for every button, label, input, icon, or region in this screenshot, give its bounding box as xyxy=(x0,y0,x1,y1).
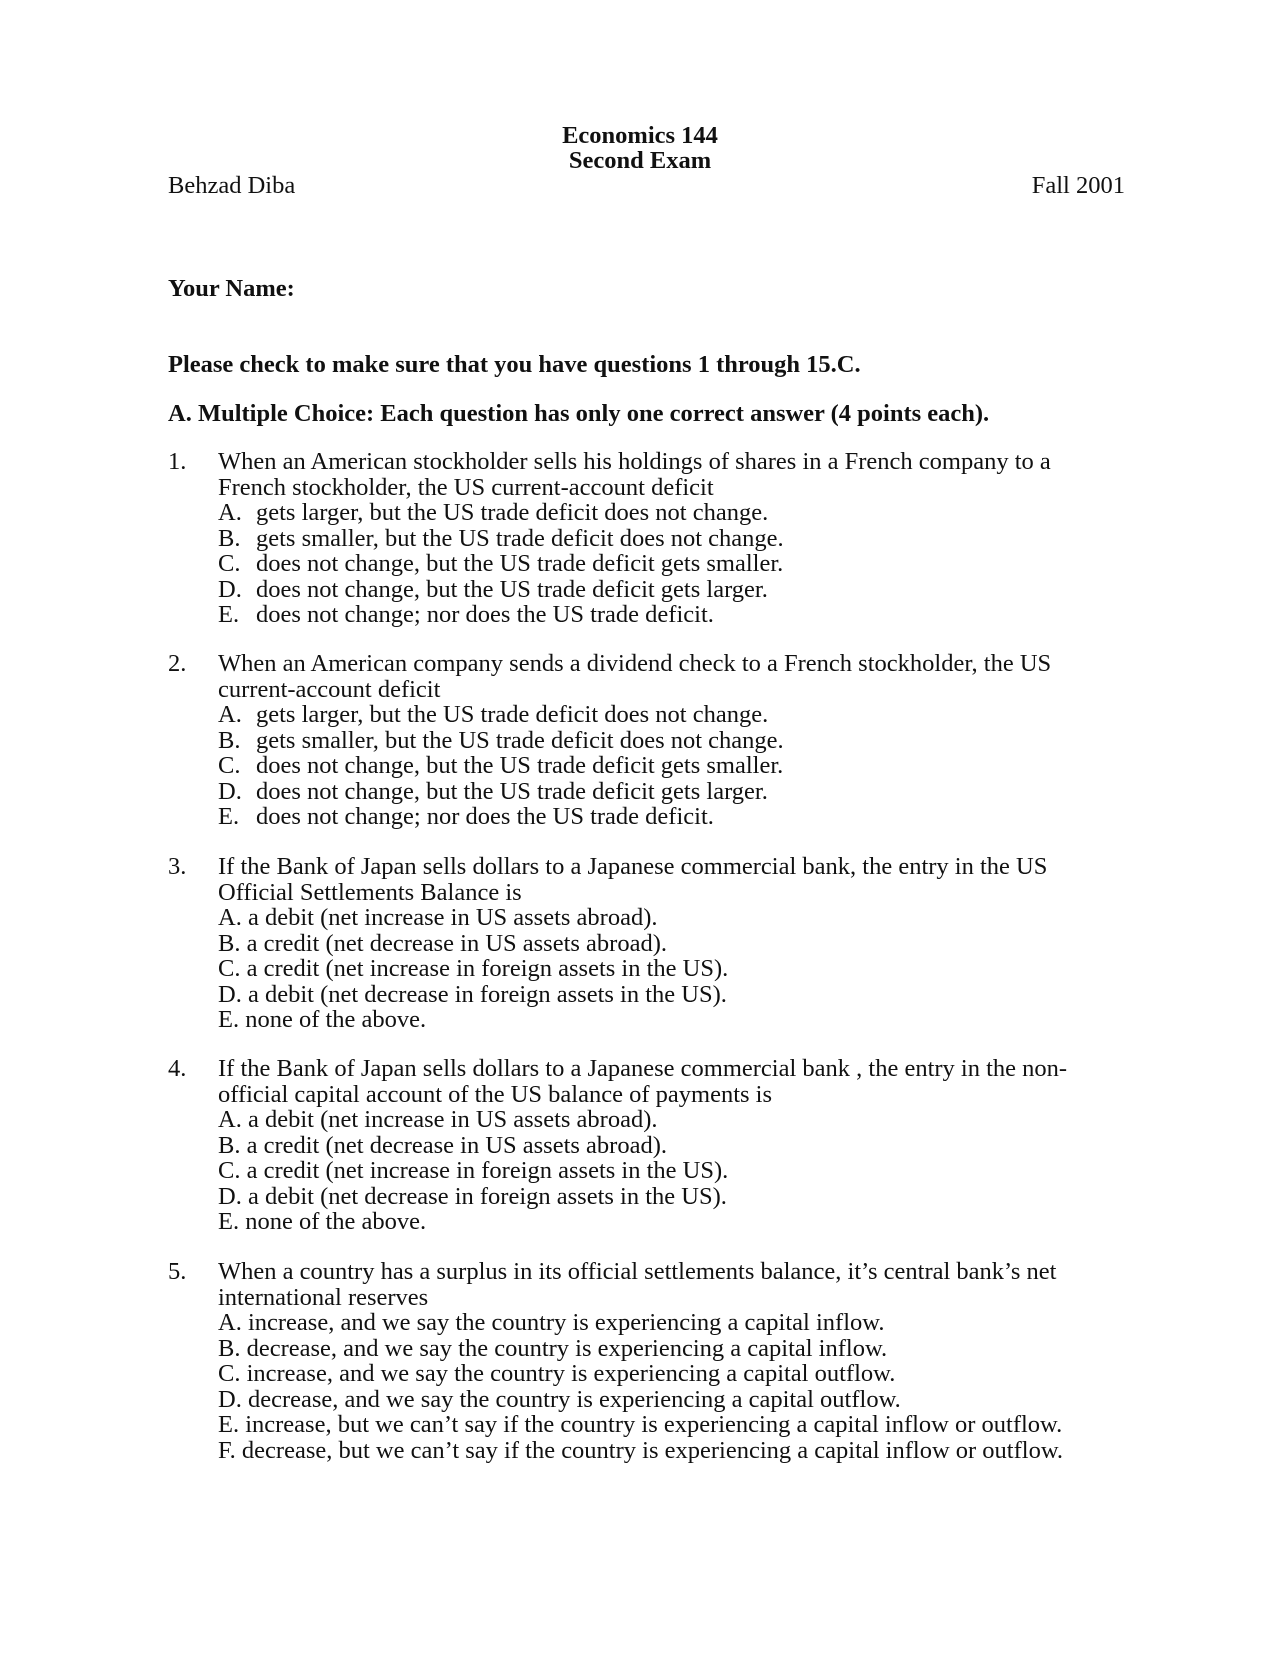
choice-letter: E. xyxy=(218,1208,240,1235)
choice-letter: C. xyxy=(218,550,241,577)
question-stem-line: If the Bank of Japan sells dollars to a Japanese commercial bank, the entry in the US xyxy=(218,853,1048,880)
choice-letter: D. xyxy=(218,980,242,1008)
answer-choice xyxy=(218,1133,1218,1159)
choice-letter: C. xyxy=(218,955,241,982)
question-number: 4. xyxy=(168,1055,187,1082)
exam-title: Second Exam xyxy=(568,147,712,174)
choice-letter: C. xyxy=(218,752,241,779)
question-number: 2. xyxy=(168,650,187,677)
choice-text: does not change, but the US trade deficit gets larger. xyxy=(256,575,768,603)
choice-letter: E. xyxy=(218,803,240,830)
answer-choice xyxy=(218,1107,1218,1133)
choice-text: does not change, but the US trade deficit gets larger. xyxy=(256,777,768,805)
answer-choice xyxy=(218,1412,1218,1438)
check-note: Please check to make sure that you have questions 1 through 15.C. xyxy=(168,351,861,378)
answer-choice xyxy=(218,804,1218,830)
question-stem-line: If the Bank of Japan sells dollars to a Japanese commercial bank , the entry in the non- xyxy=(218,1055,1068,1082)
answer-choice xyxy=(218,905,1218,931)
question-body xyxy=(218,854,1218,1033)
choice-text: a debit (net increase in US assets abroad). xyxy=(247,904,658,931)
answer-choice xyxy=(218,1007,1218,1033)
choice-text: decrease, but we can’t say if the country is experiencing a capital inflow or outflow. xyxy=(241,1436,1064,1464)
choice-text: gets larger, but the US trade deficit does not change. xyxy=(256,701,769,728)
choice-letter: A. xyxy=(218,1309,242,1336)
question-stem-line: current-account deficit xyxy=(218,675,441,703)
question-stem-line: When a country has a surplus in its official settlements balance, it’s central bank’s net xyxy=(218,1258,1057,1285)
choice-letter: B. xyxy=(218,726,241,754)
choice-text: a debit (net decrease in foreign assets in the US). xyxy=(247,1182,727,1210)
choice-text: none of the above. xyxy=(245,1006,427,1033)
answer-choice xyxy=(218,577,1218,603)
choice-letter: A. xyxy=(218,904,242,931)
answer-choice xyxy=(218,728,1218,754)
answer-choice xyxy=(218,1336,1218,1362)
answer-choice xyxy=(218,1158,1218,1184)
choice-letter: D. xyxy=(218,777,242,805)
choice-text: does not change, but the US trade deficit gets smaller. xyxy=(256,550,784,577)
question-number: 5. xyxy=(168,1258,187,1285)
question-stem-line: French stockholder, the US current-account deficit xyxy=(218,473,714,501)
choice-text: does not change; nor does the US trade deficit. xyxy=(256,803,714,830)
question-stem-line: official capital account of the US balance of payments is xyxy=(218,1080,773,1108)
choice-letter: B. xyxy=(218,1334,241,1362)
exam-term: Fall 2001 xyxy=(1031,172,1125,199)
answer-choice xyxy=(218,1361,1218,1387)
instructor-name: Behzad Diba xyxy=(168,172,296,199)
question-stem-line: Official Settlements Balance is xyxy=(218,878,522,906)
choice-text: gets smaller, but the US trade deficit does not change. xyxy=(256,524,784,552)
choice-text: does not change, but the US trade deficit gets smaller. xyxy=(256,752,784,779)
choice-text: increase, and we say the country is experiencing a capital inflow. xyxy=(247,1309,885,1336)
question-stem-line: When an American stockholder sells his holdings of shares in a French company to a xyxy=(218,448,1051,475)
answer-choice xyxy=(218,1387,1218,1413)
question-body xyxy=(218,449,1218,628)
name-label: Your Name: xyxy=(168,275,295,302)
choice-letter: C. xyxy=(218,1360,241,1387)
choice-text: a credit (net increase in foreign assets in the US). xyxy=(246,955,729,982)
choice-text: a credit (net decrease in US assets abroad). xyxy=(246,1131,667,1159)
choice-letter: D. xyxy=(218,575,242,603)
choice-text: gets larger, but the US trade deficit does not change. xyxy=(256,499,769,526)
course-title: Economics 144 xyxy=(562,122,718,149)
choice-letter: B. xyxy=(218,524,241,552)
choice-letter: E. xyxy=(218,1411,240,1438)
choice-letter: A. xyxy=(218,701,242,728)
choice-text: decrease, and we say the country is experiencing a capital outflow. xyxy=(247,1385,901,1413)
choice-text: a credit (net increase in foreign assets in the US). xyxy=(246,1157,729,1184)
choice-text: a debit (net decrease in foreign assets in the US). xyxy=(247,980,727,1008)
choice-text: a credit (net decrease in US assets abroad). xyxy=(246,929,667,957)
question-body xyxy=(218,651,1218,830)
choice-letter: B. xyxy=(218,1131,241,1159)
answer-choice xyxy=(218,956,1218,982)
choice-text: increase, but we can’t say if the country is experiencing a capital inflow or outflow. xyxy=(245,1411,1063,1438)
choice-text: decrease, and we say the country is experiencing a capital inflow. xyxy=(246,1334,888,1362)
answer-choice xyxy=(218,526,1218,552)
choice-letter: C. xyxy=(218,1157,241,1184)
question-number: 1. xyxy=(168,448,187,475)
answer-choice xyxy=(218,500,1218,526)
answer-choice xyxy=(218,702,1218,728)
answer-choice xyxy=(218,753,1218,779)
choice-letter: D. xyxy=(218,1182,242,1210)
choice-letter: E. xyxy=(218,601,240,628)
answer-choice xyxy=(218,551,1218,577)
question-stem-line: When an American company sends a dividend check to a French stockholder, the US xyxy=(218,650,1052,677)
answer-choice xyxy=(218,982,1218,1008)
answer-choice xyxy=(218,1438,1218,1464)
choice-letter: B. xyxy=(218,929,241,957)
choice-text: increase, and we say the country is experiencing a capital outflow. xyxy=(246,1360,896,1387)
answer-choice xyxy=(218,1184,1218,1210)
choice-text: none of the above. xyxy=(245,1208,427,1235)
answer-choice xyxy=(218,1209,1218,1235)
answer-choice xyxy=(218,779,1218,805)
choice-text: does not change; nor does the US trade deficit. xyxy=(256,601,714,628)
choice-letter: E. xyxy=(218,1006,240,1033)
section-heading: A. Multiple Choice: Each question has only one correct answer (4 points each). xyxy=(168,400,990,427)
choice-letter: A. xyxy=(218,1106,242,1133)
question-stem-line: international reserves xyxy=(218,1283,429,1311)
question-number: 3. xyxy=(168,853,187,880)
choice-letter: D. xyxy=(218,1385,242,1413)
answer-choice xyxy=(218,931,1218,957)
choice-text: a debit (net increase in US assets abroad). xyxy=(247,1106,658,1133)
choice-letter: A. xyxy=(218,499,242,526)
choice-text: gets smaller, but the US trade deficit does not change. xyxy=(256,726,784,754)
answer-choice xyxy=(218,1310,1218,1336)
question-body xyxy=(218,1056,1218,1235)
answer-choice xyxy=(218,602,1218,628)
choice-letter: F. xyxy=(218,1436,236,1464)
question-body xyxy=(218,1259,1218,1463)
